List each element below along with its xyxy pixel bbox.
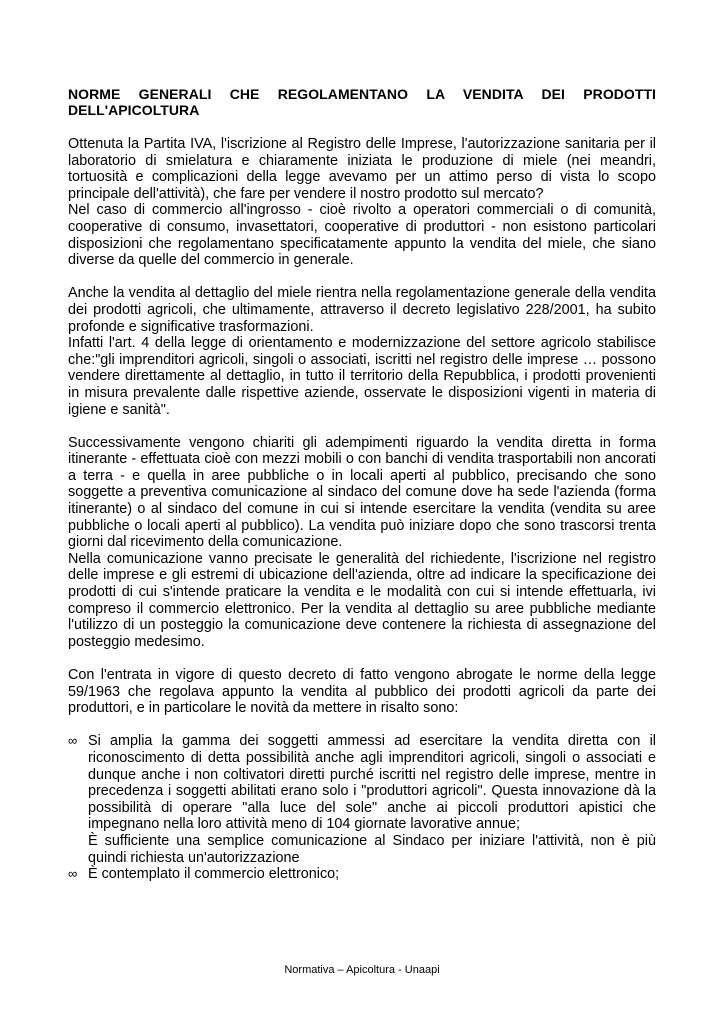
paragraph-intro: Ottenuta la Partita IVA, l'iscrizione al Registro delle Imprese, l'autorizzazione sanitaria per il laboratorio di smielatura e chiaramente iniziata le produzione di miele (nei meandri, tortuosità e complicazioni della legge avevamo per un attimo perso di vista lo scopo principale dell'attività), che fare per vendere il nostro prodotto sul mercato? [68,136,656,202]
paragraph-gap [68,717,656,734]
document-page [68,86,656,883]
list-item [68,733,656,866]
paragraph-gap [68,650,656,667]
page-footer: Normativa – Apicoltura - Unaapi [284,964,440,976]
paragraph-wholesale: Nel caso di commercio all'ingrosso - cioè rivolto a operatori commerciali o di comunità, cooperative di consumo, invasettatori, cooperative di produttori - non esistono particolari disposizioni che regolamentano specificatamente appunto la vendita del miele, che siano diverse da quelle del commercio in generale. [68,202,656,269]
paragraph-communication: Nella comunicazione vanno precisate le generalità del richiedente, l'iscrizione nel registro delle imprese e gli estremi di ubicazione dell'azienda, oltre ad indicare la specificazione dei prodotti di cui s'intende praticare la vendita e le modalità con cui si intende effettuarla, ivi compreso il commercio elettronico. Per la vendita al dettaglio su aree pubbliche mediante l'utilizzo di un posteggio la comunicazione deve contenere la richiesta di assegnazione del posteggio medesimo. [68,550,656,650]
document-title: NORME GENERALI CHE REGOLAMENTANO LA VENDITA DEI PRODOTTI DELL'APICOLTURA [68,86,656,118]
infinity-bullet-icon: ∞ [68,866,78,882]
list-item [68,866,656,883]
novelties-list [68,733,656,882]
paragraph-retail: Anche la vendita al dettaglio del miele rientra nella regolamentazione generale della vendita dei prodotti agricoli, che ultimamente, attraverso il decreto legislativo 228/2001, ha subito profonde e significative trasformazioni. [68,285,656,335]
paragraph-article-4: Infatti l'art. 4 della legge di orientamento e modernizzazione del settore agricolo stabilisce che:"gli imprenditori agricoli, singoli o associati, iscritti nel registro delle imprese … possono vendere direttamente al dettaglio, in tutto il territorio della Repubblica, i prodotti provenienti in misura prevalente dalle rispettive aziende, osservate le disposizioni vigenti in materia di igiene e sanità". [68,335,656,418]
paragraph-itinerant-sales: Successivamente vengono chiariti gli adempimenti riguardo la vendita diretta in forma itinerante - effettuata cioè con mezzi mobili o con banchi di vendita trasportabili non ancorati a terra - e quella in aree pubbliche o in locali aperti al pubblico, precisando che sono soggette a preventiva comunicazione al sindaco del comune dove ha sede l'azienda (forma itinerante) o al sindaco del comune in cui si intende esercitare la vendita (vendita su aree pubbliche o locali aperti al pubblico). La vendita può iniziare dopo che sono trascorsi trenta giorni dal ricevimento della comunicazione. [68,434,656,551]
list-item-extra-text: È sufficiente una semplice comunicazione al Sindaco per iniziare l'attività, non è più quindi richiesta un'autorizzazione [88,832,656,866]
paragraph-law-repeal: Con l'entrata in vigore di questo decreto di fatto vengono abrogate le norme della legge 59/1963 che regolava appunto la vendita al pubblico dei prodotti agricoli da parte dei produttori, e in particolare le novità da mettere in risalto sono: [68,667,656,717]
paragraph-gap [68,269,656,286]
paragraph-gap [68,418,656,435]
infinity-bullet-icon: ∞ [68,733,78,749]
list-item-text: È contemplato il commercio elettronico; [88,866,340,883]
list-item-text: Si amplia la gamma dei soggetti ammessi ad esercitare la vendita diretta con il riconoscimento di detta possibilità anche agli imprenditori agricoli, singoli o associati e dunque anche i non coltivatori diretti purché iscritti nel registro delle imprese, mentre in precedenza i soggetti abilitati erano solo i "produttori agricoli". Questa innovazione dà la possibilità di operare "alla luce del sole" anche ai piccoli produttori apistici che impegnano nella loro attività meno di 104 giornate lavorative annue; [88,733,656,833]
